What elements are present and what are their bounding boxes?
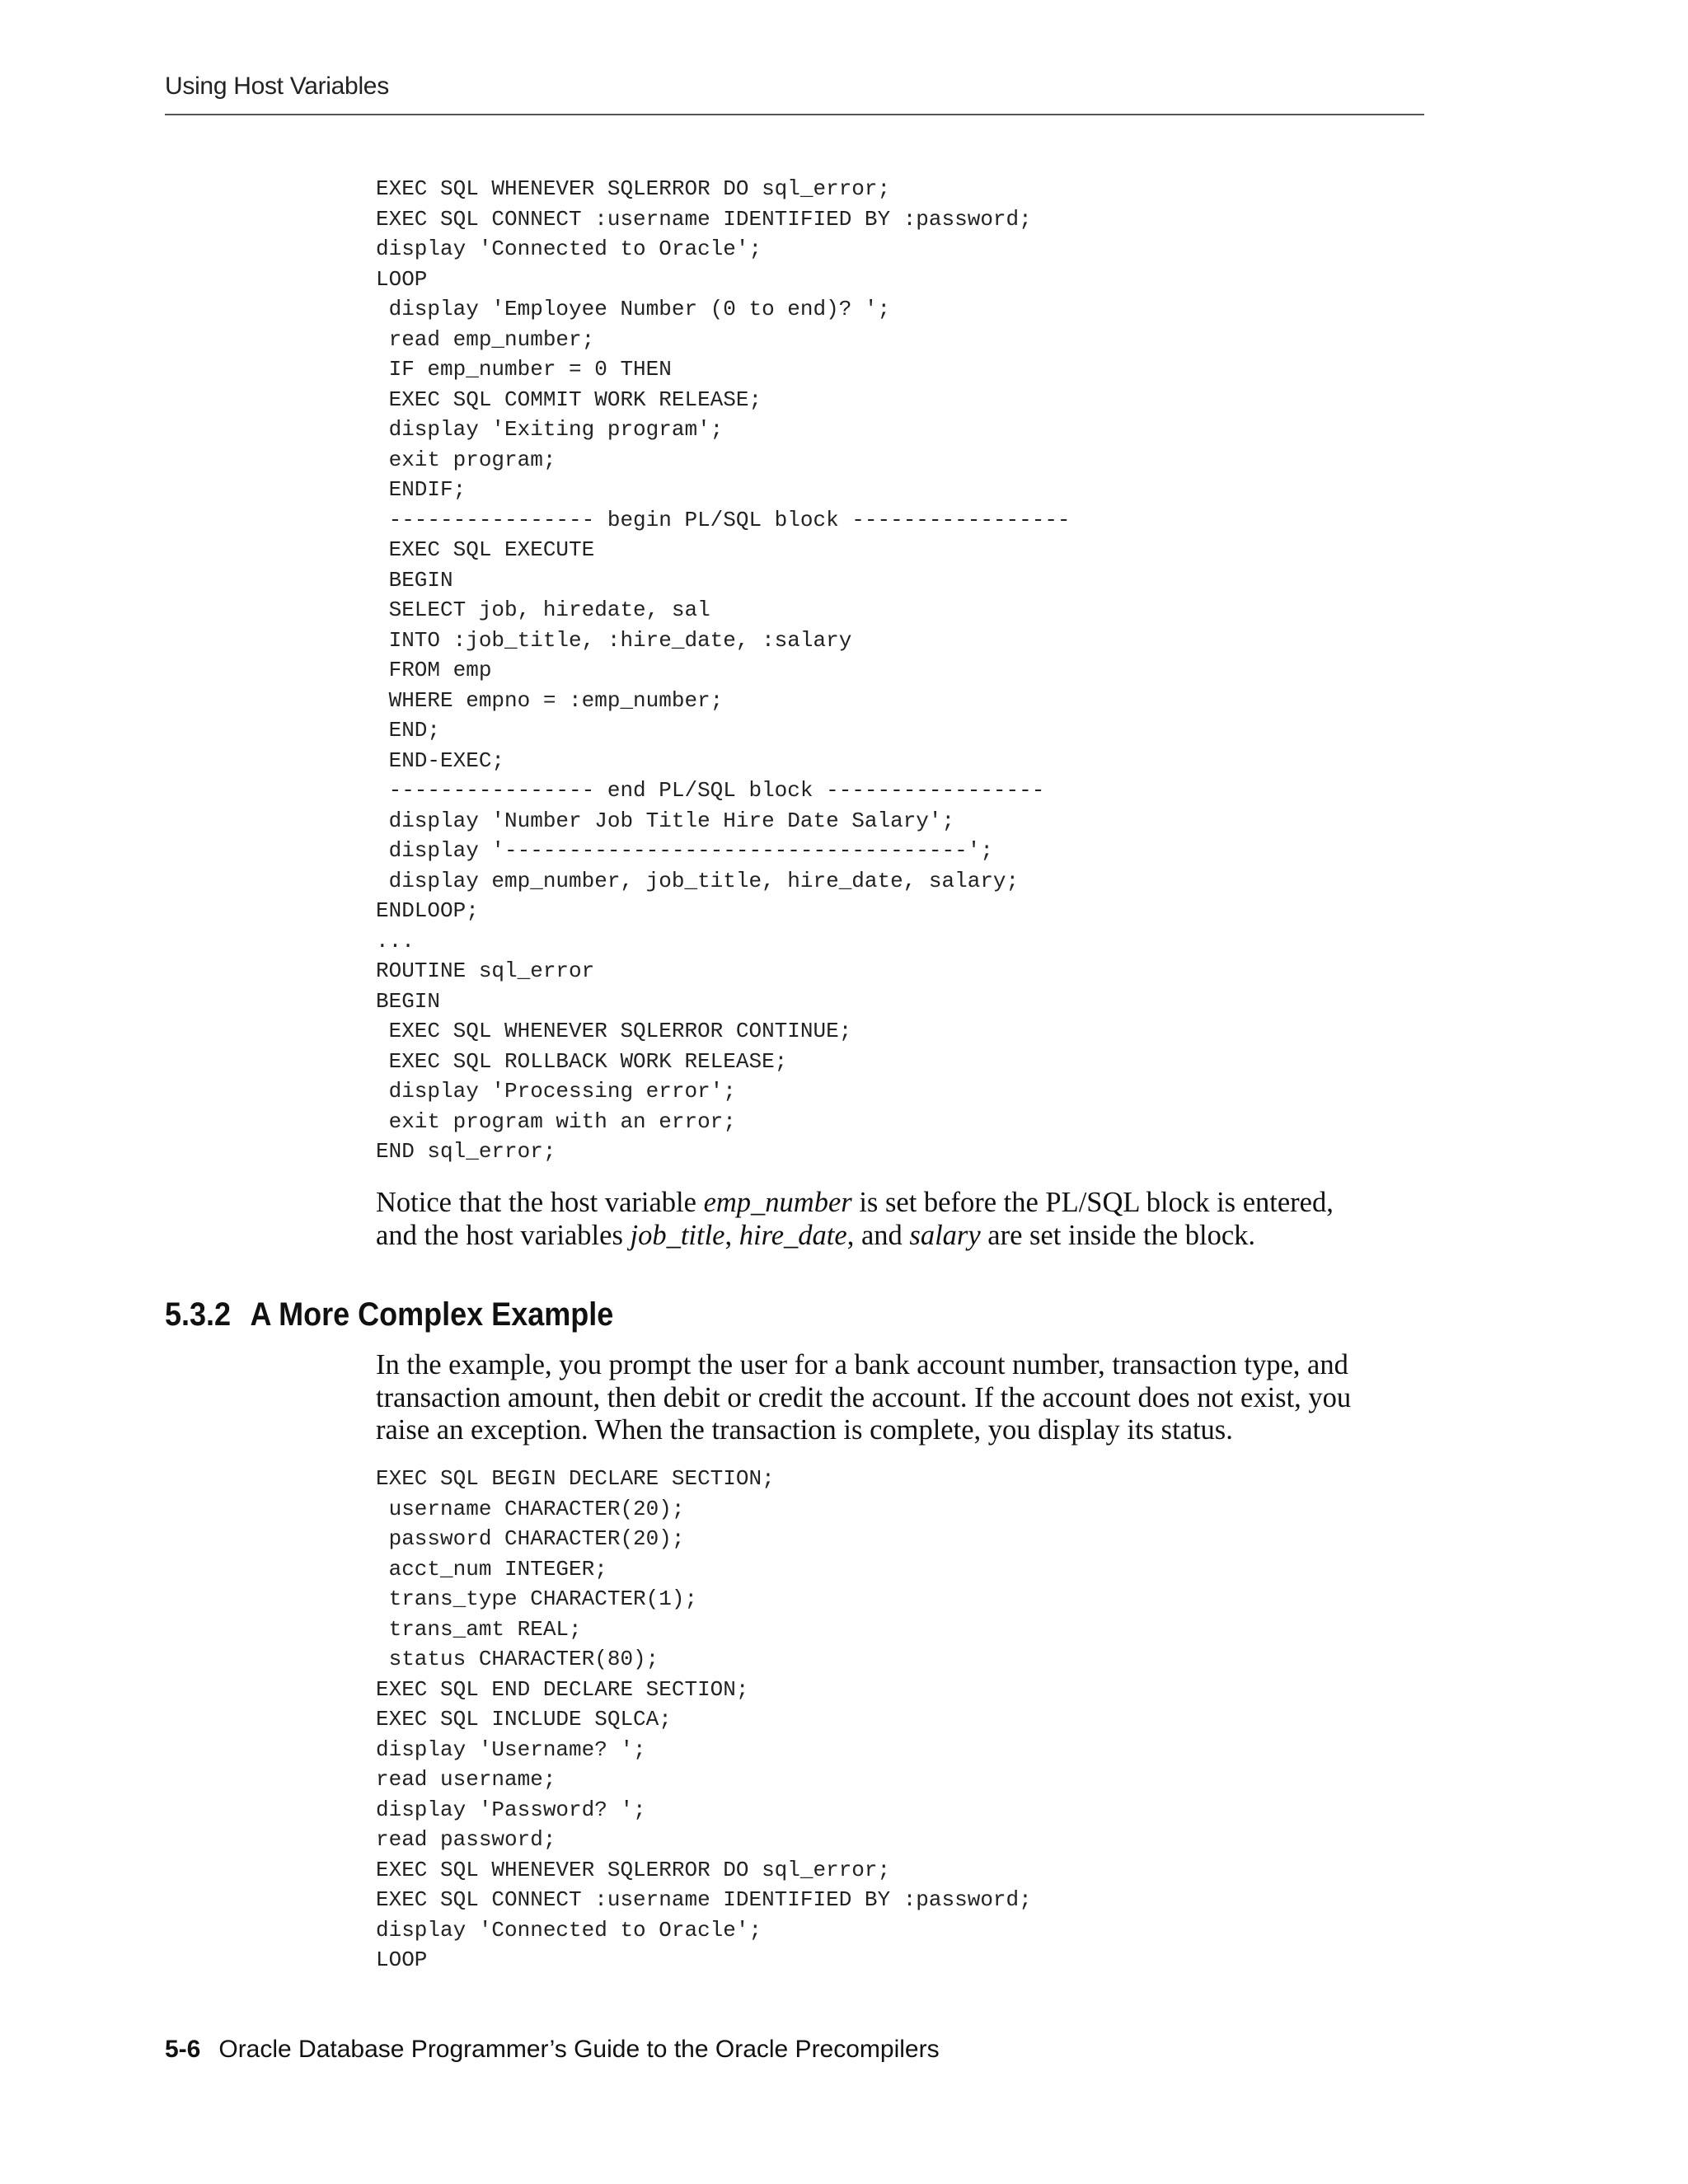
code-line: exit program with an error; [376, 1108, 736, 1134]
code-line: ... [376, 928, 415, 954]
header-divider [165, 114, 1424, 115]
code-line: SELECT job, hiredate, sal [376, 598, 710, 622]
code-line: EXEC SQL WHENEVER SQLERROR CONTINUE; [376, 1019, 852, 1043]
code-line: EXEC SQL CONNECT :username IDENTIFIED BY :password; [376, 206, 1032, 232]
code-line: EXEC SQL COMMIT WORK RELEASE; [376, 387, 762, 412]
host-variable-salary: salary [909, 1219, 981, 1251]
code-line: ROUTINE sql_error [376, 958, 595, 983]
paragraph-line: In the example, you prompt the user for a bank account number, transaction type, and [376, 1349, 1348, 1380]
code-line: display 'Exiting program'; [376, 417, 724, 442]
code-line: ENDLOOP; [376, 898, 479, 923]
code-line: EXEC SQL BEGIN DECLARE SECTION; [376, 1466, 775, 1491]
code-line: EXEC SQL WHENEVER SQLERROR DO sql_error; [376, 176, 891, 201]
code-block-bank-example [376, 1464, 1032, 1975]
code-line: EXEC SQL ROLLBACK WORK RELEASE; [376, 1048, 788, 1074]
code-line: EXEC SQL CONNECT :username IDENTIFIED BY :password; [376, 1887, 1032, 1912]
code-line: password CHARACTER(20); [376, 1526, 685, 1551]
code-line: EXEC SQL EXECUTE [376, 537, 595, 562]
paragraph-line: and the host variables job_title, hire_date, and salary are set inside the block. [376, 1219, 1256, 1251]
code-line: display 'Employee Number (0 to end)? '; [376, 297, 891, 321]
code-line: BEGIN [376, 567, 453, 593]
code-line: username CHARACTER(20); [376, 1496, 685, 1521]
code-line: exit program; [376, 447, 556, 472]
code-line: read password; [376, 1827, 556, 1852]
section-number: 5.3.2 [165, 1296, 232, 1333]
code-line: trans_amt REAL; [376, 1616, 582, 1642]
code-line: WHERE empno = :emp_number; [376, 687, 724, 713]
code-line: END; [376, 718, 441, 743]
host-variable-job-title: job_title [630, 1219, 725, 1251]
paragraph-line: Notice that the host variable emp_number is set before the PL/SQL block is entered, [376, 1187, 1334, 1218]
code-line: EXEC SQL END DECLARE SECTION; [376, 1676, 749, 1702]
code-line: display 'Processing error'; [376, 1079, 736, 1104]
paragraph-line: transaction amount, then debit or credit the account. If the account does not exist, you [376, 1381, 1352, 1413]
running-header: Using Host Variables [165, 73, 389, 100]
code-line: LOOP [376, 266, 428, 292]
code-line: display emp_number, job_title, hire_date, salary; [376, 868, 1020, 893]
section-title: A More Complex Example [250, 1296, 614, 1333]
code-line: trans_type CHARACTER(1); [376, 1586, 698, 1611]
code-line: ---------------- end PL/SQL block ----------------- [376, 778, 1045, 803]
code-line: END sql_error; [376, 1139, 556, 1164]
code-line: ---------------- begin PL/SQL block ----------------- [376, 507, 1071, 532]
code-line: FROM emp [376, 658, 492, 682]
book-title: Oracle Database Programmer’s Guide to the Oracle Precompilers [218, 2036, 940, 2063]
code-line: INTO :job_title, :hire_date, :salary [376, 627, 852, 653]
code-line: ENDIF; [376, 477, 467, 502]
code-line: display 'Username? '; [376, 1736, 646, 1762]
host-variable-emp-number: emp_number [703, 1187, 852, 1218]
code-line: LOOP [376, 1947, 428, 1972]
page-number: 5-6 [165, 2036, 201, 2063]
host-variable-hire-date: hire_date [738, 1219, 847, 1251]
code-line: display 'Password? '; [376, 1797, 646, 1822]
code-line: acct_num INTEGER; [376, 1556, 607, 1582]
paragraph-line: raise an exception. When the transaction is complete, you display its status. [376, 1414, 1233, 1446]
page-footer [165, 2036, 940, 2064]
code-line: read username; [376, 1767, 556, 1792]
code-line: IF emp_number = 0 THEN [376, 357, 672, 382]
example-intro-paragraph [376, 1349, 1424, 1447]
section-heading [165, 1294, 613, 1335]
code-block-pl-sql-example [376, 174, 1071, 1167]
code-line: display 'Connected to Oracle'; [376, 1917, 762, 1943]
code-line: BEGIN [376, 988, 441, 1014]
code-line: status CHARACTER(80); [376, 1647, 659, 1671]
code-line: EXEC SQL WHENEVER SQLERROR DO sql_error; [376, 1857, 891, 1882]
notice-paragraph [376, 1187, 1424, 1252]
code-line: END-EXEC; [376, 748, 505, 773]
code-line: read emp_number; [376, 326, 595, 352]
code-line: EXEC SQL INCLUDE SQLCA; [376, 1707, 672, 1732]
code-line: display 'Number Job Title Hire Date Salary'; [376, 808, 955, 833]
code-line: display '------------------------------------'; [376, 838, 993, 863]
code-line: display 'Connected to Oracle'; [376, 237, 762, 261]
